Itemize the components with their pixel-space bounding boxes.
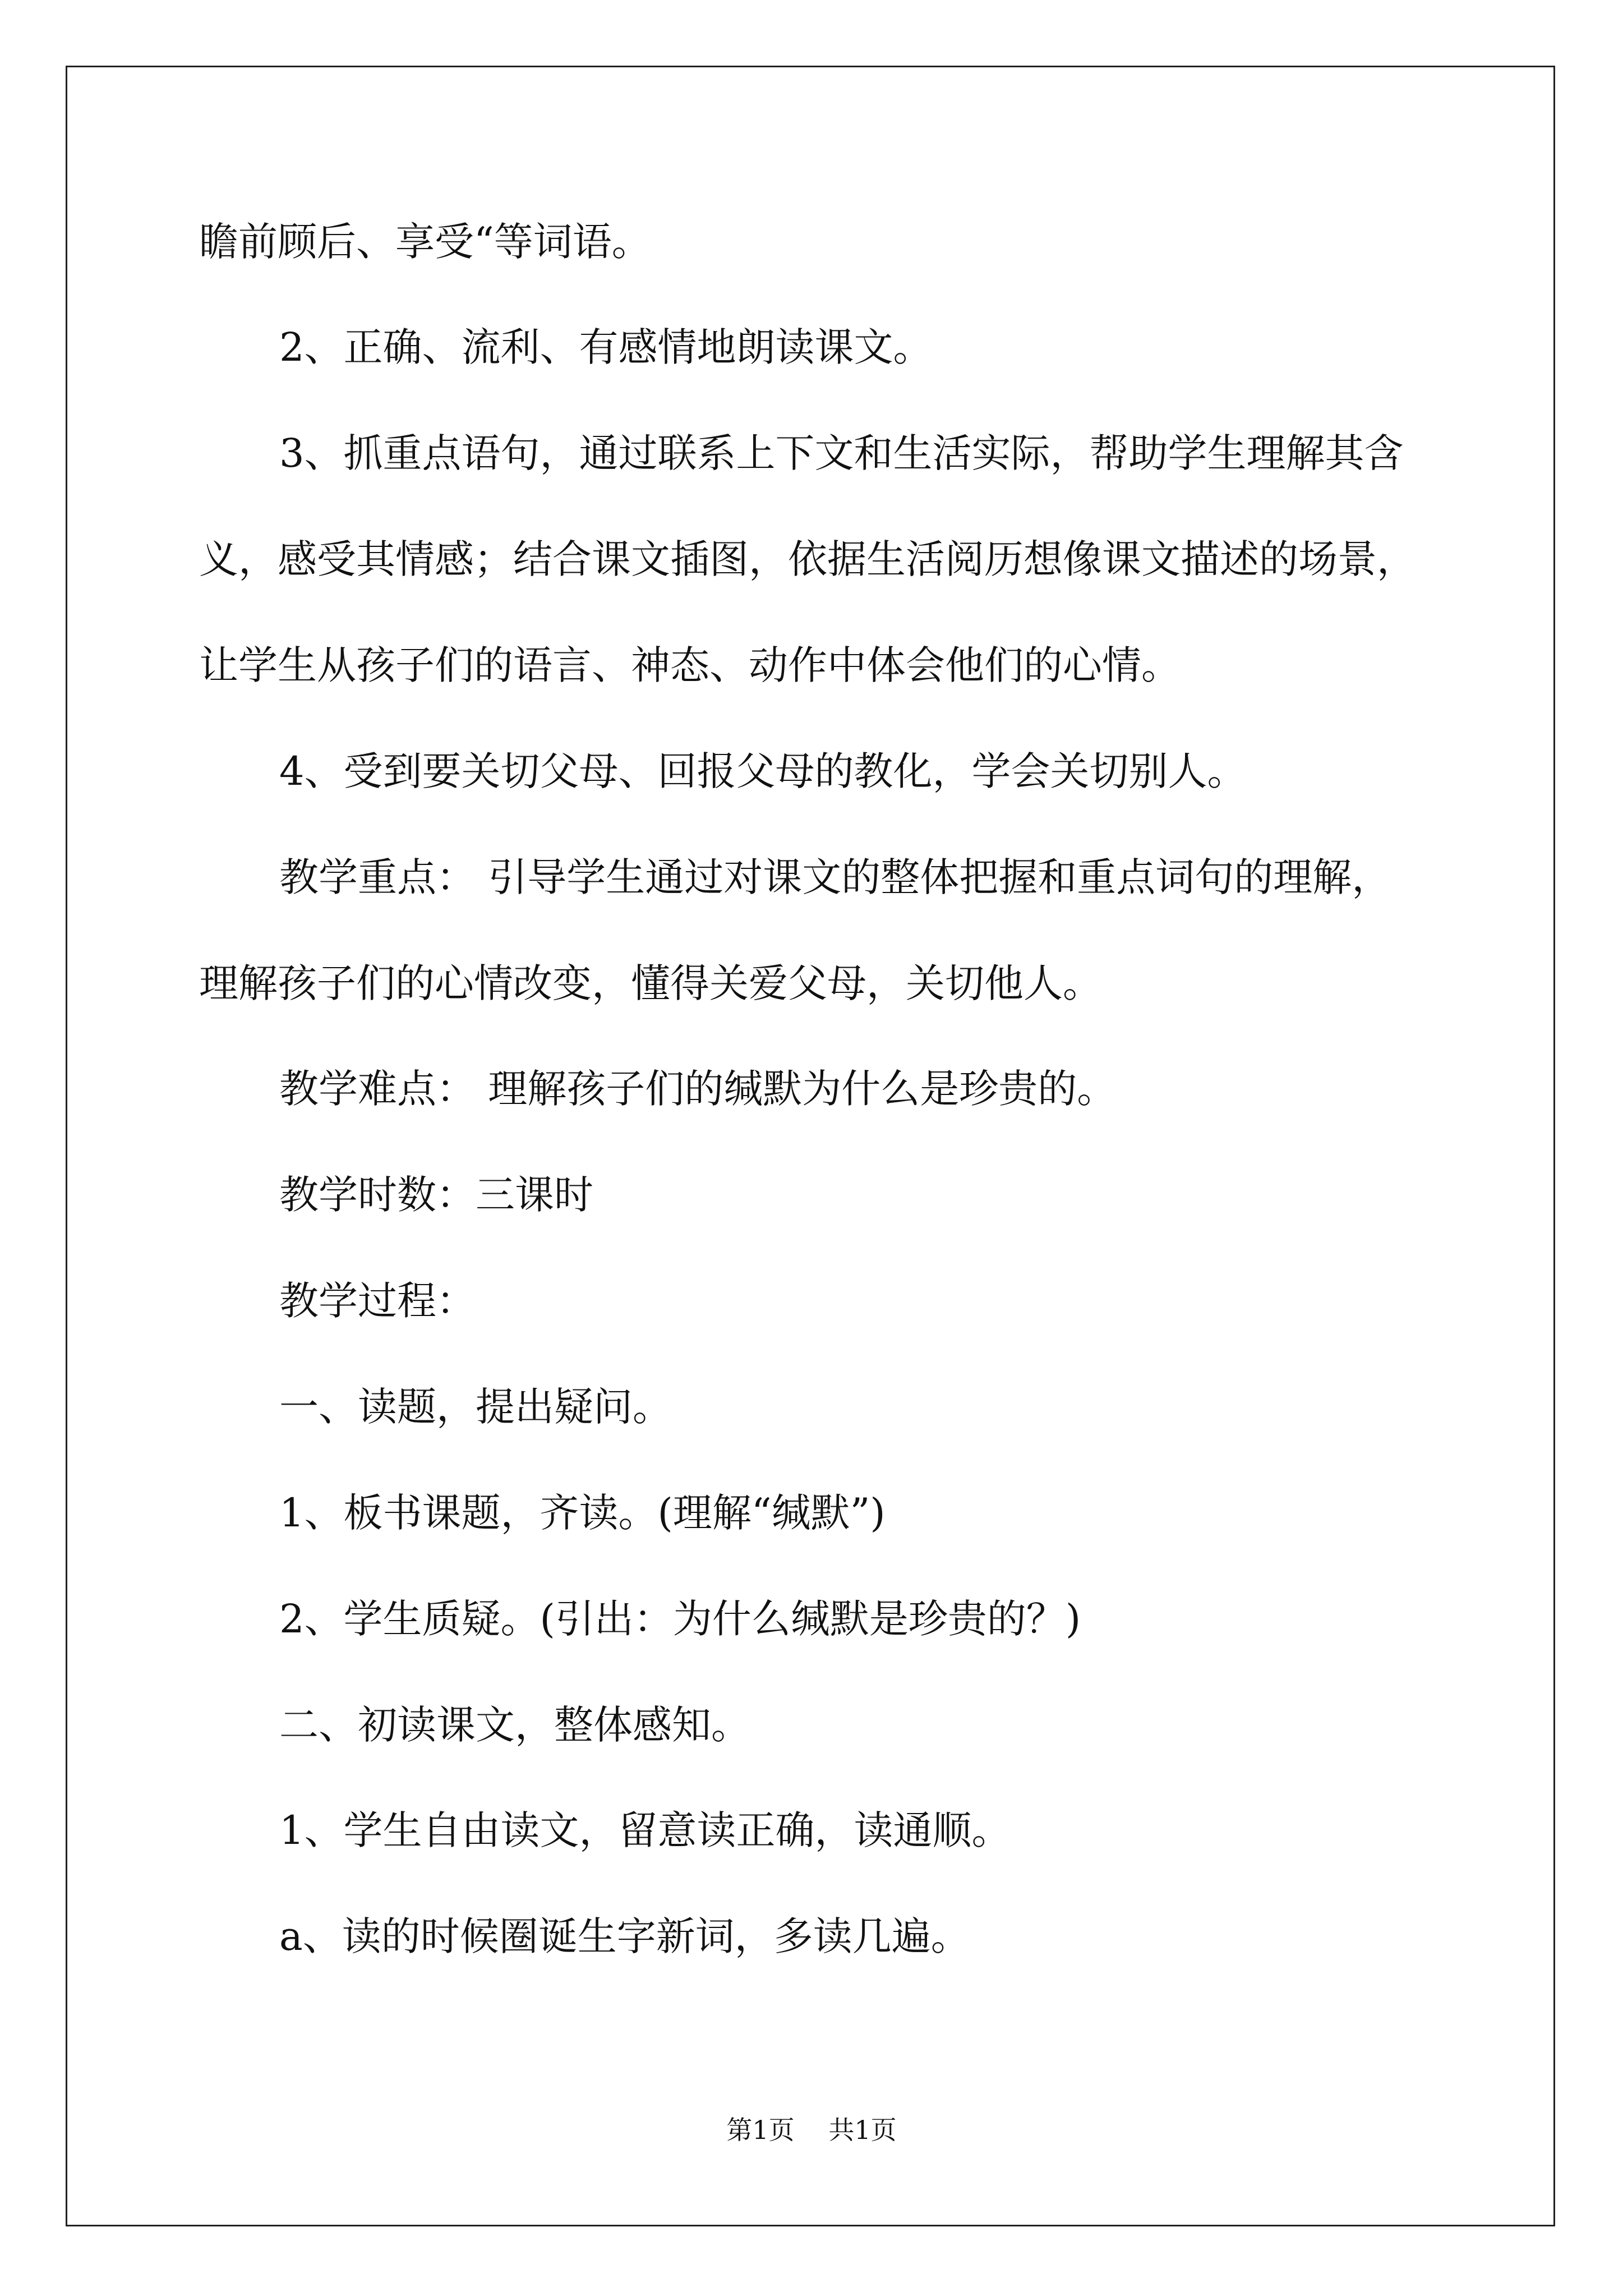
page-number: 第1页 — [726, 2115, 795, 2145]
text-line: 教学过程： — [279, 1278, 476, 1324]
text-line: 1、学生自由读文，留意读正确，读通顺。 — [279, 1807, 1011, 1853]
text-line: 教学时数：三课时 — [279, 1172, 593, 1218]
text-line: 4、受到要关切父母、回报父母的教化，学会关切别人。 — [279, 748, 1247, 794]
text-line: 义，感受其情感；结合课文插图，依据生活阅历想像课文描述的场景， — [199, 536, 1416, 582]
text-line: 3、抓重点语句，通过联系上下文和生活实际，帮助学生理解其含 — [279, 430, 1404, 476]
text-line: 让学生从孩子们的语言、神态、动作中体会他们的心情。 — [199, 642, 1181, 688]
text-line: 理解孩子们的心情改变，懂得关爱父母，关切他人。 — [199, 960, 1102, 1006]
text-line: 2、学生质疑。(引出：为什么缄默是珍贵的？) — [279, 1596, 1081, 1642]
text-line: 教学重点： 引导学生通过对课文的整体把握和重点词句的理解， — [279, 854, 1391, 900]
page-border — [66, 66, 1555, 2226]
text-line: 一、读题，提出疑问。 — [279, 1384, 672, 1430]
text-line: 2、正确、流利、有感情地朗读课文。 — [279, 324, 933, 370]
text-line: 瞻前顾后、享受“等词语。 — [199, 219, 651, 265]
text-line: 二、初读课文，整体感知。 — [279, 1702, 750, 1748]
text-line: 教学难点： 理解孩子们的缄默为什么是珍贵的。 — [279, 1066, 1117, 1112]
text-line: a、读的时候圈诞生字新词，多读几遍。 — [279, 1913, 970, 1959]
page-total: 共1页 — [828, 2115, 897, 2145]
page-footer — [0, 2116, 1623, 2144]
text-line: 1、板书课题，齐读。(理解“缄默”) — [279, 1490, 886, 1536]
